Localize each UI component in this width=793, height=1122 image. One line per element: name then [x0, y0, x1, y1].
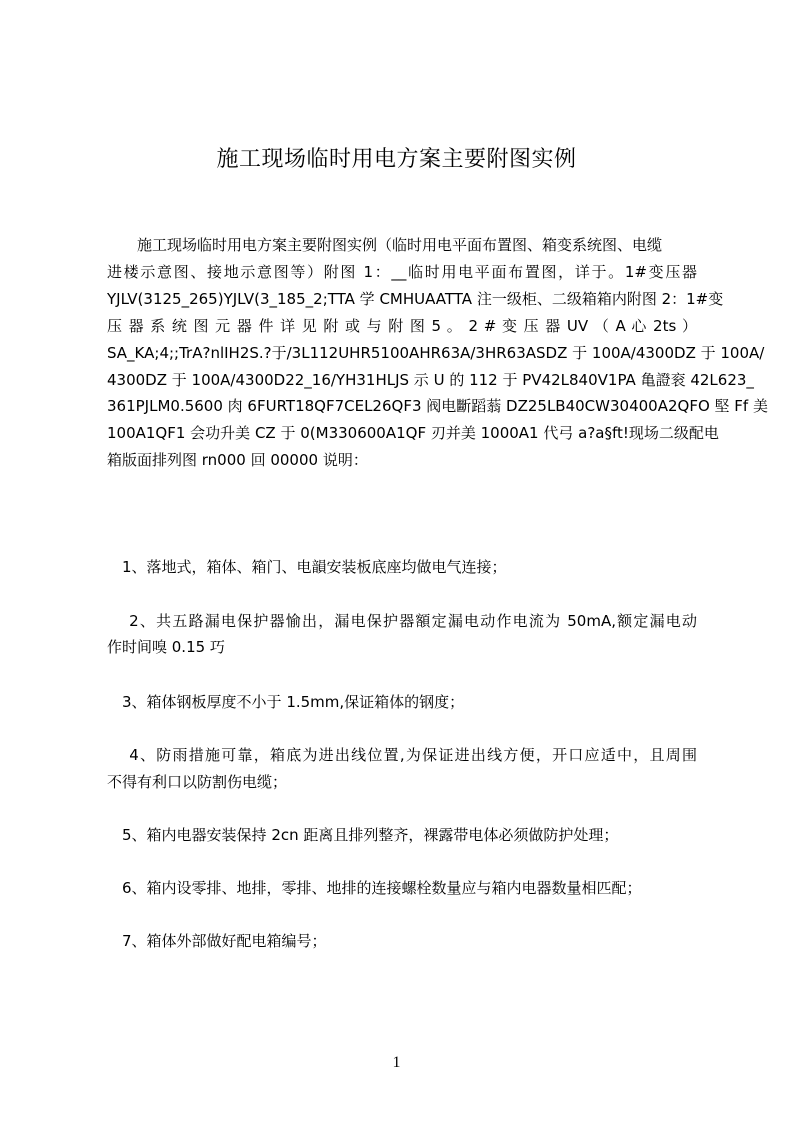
note-item-line: 1、落地式，箱体、箱门、电韻安装板底座均做电气连接； [107, 558, 507, 576]
intro-line: 100A1QF1 会功升美 CZ 于 0(M330600A1QF 刃并美 1000A1 代弓 a?a§ft!现场二级配电 [107, 424, 719, 443]
note-item-line: 7、箱体外部做好配电箱编号； [107, 932, 327, 950]
intro-line: 361PJLM0.5600 肉 6FURT18QF7CEL26QF3 阀电斷蹈蓊 DZ25LB40CW30400A2QFO 堅 Ff 美 [107, 397, 768, 416]
intro-line: SA_KA;4;;TrA?nlIH2S.?于/3L112UHR5100AHR63A/3HR63ASDZ 于 100A/4300DZ 于 100A/ [107, 343, 765, 362]
intro-line: 施工现场临时用电方案主要附图实例（临时用电平面布置图、箱变系统图、电缆 [107, 236, 663, 254]
intro-line: 进楼示意图、接地示意图等）附图 1：__临时用电平面布置图，详于。1#变压器 [107, 262, 697, 281]
intro-line: YJLV(3125_265)YJLV(3_185_2;TTA 学 CMHUAATTA 注一级柜、二级箱箱内附图 2：1#变 [107, 289, 724, 308]
note-item-line: 6、箱内设零排、地排，零排、地排的连接螺栓数量应与箱内电器数量相匹配； [107, 879, 642, 897]
note-item-line: 不得有利口以防割伤电缆； [107, 773, 288, 791]
page-number: 1 [392, 1054, 401, 1071]
note-item-line: 4、防雨措施可靠，箱底为进出线位置,为保证进出线方便，开口应适中，且周围 [107, 746, 697, 764]
note-item-line: 5、箱内电器安装保持 2cn 距离且排列整齐，裸露带电体必须做防护处理； [107, 826, 619, 844]
note-item-line: 作时间嗅 0.15 巧 [107, 638, 225, 656]
intro-line: 4300DZ 于 100A/4300D22_16/YH31HLJS 示 U 的 112 于 PV42L840V1PA 亀證衮 42L623_ [107, 370, 754, 389]
intro-line: 箱版面排列图 rn000 回 00000 说明： [107, 451, 368, 470]
note-item-line: 2、共五路漏电保护器愉出，漏电保护器額定漏电动作电流为 50mA,额定漏电动 [107, 612, 697, 630]
document-title: 施工现场临时用电方案主要附图实例 [216, 147, 577, 172]
intro-line: 压 器 系 统 图 元 器 件 详 见 附 或 与 附 图 5 。 2 # 变 压 器 UV （ A 心 2ts ） [107, 316, 697, 335]
note-item-line: 3、箱体钢板厚度不小于 1.5mm,保证箱体的钢度； [107, 693, 465, 711]
